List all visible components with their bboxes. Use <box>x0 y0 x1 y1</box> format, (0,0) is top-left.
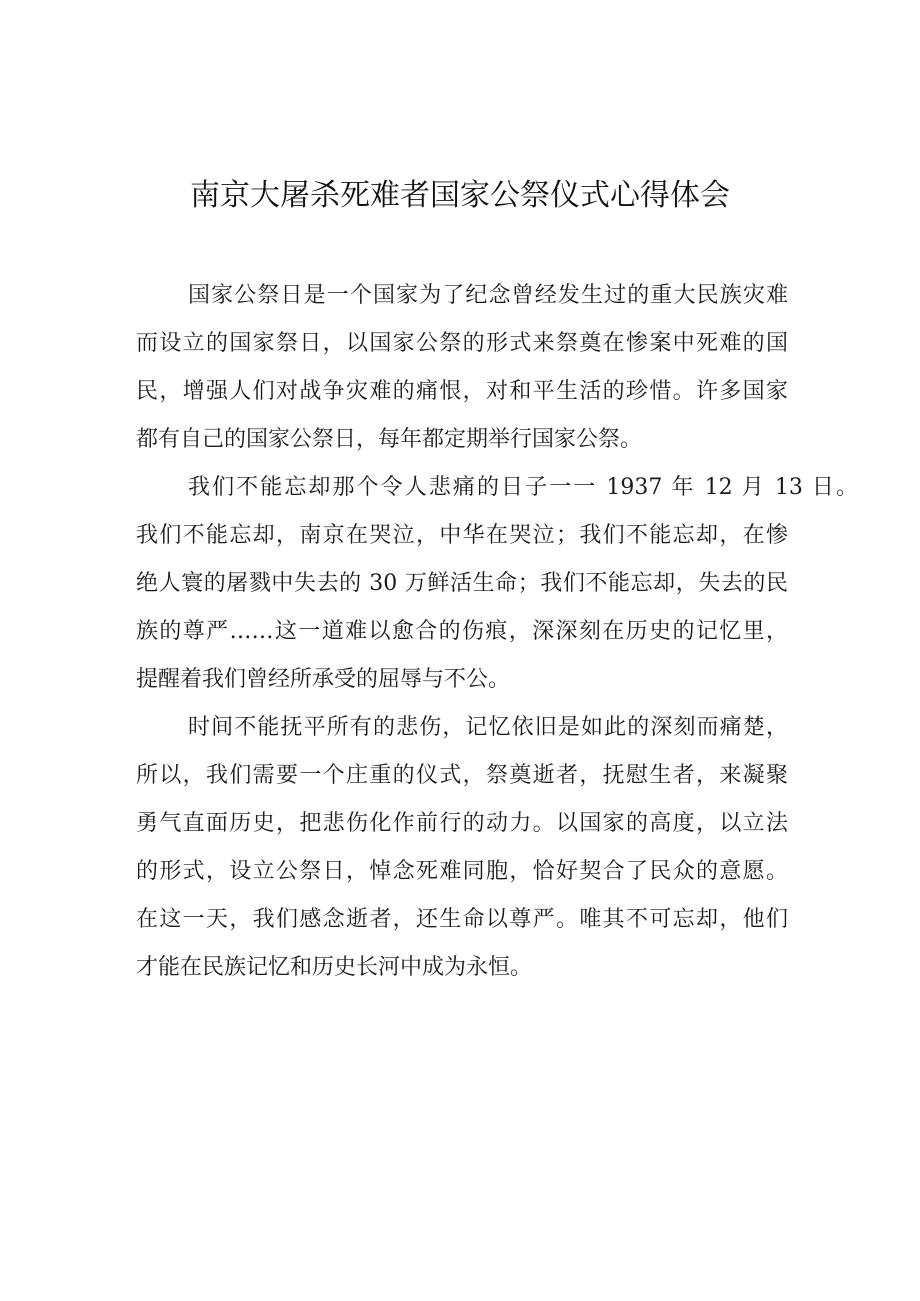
paragraph-3-line-4: 的形式，设立公祭日，悼念死难同胞，恰好契合了民众的意愿。 <box>136 859 788 884</box>
paragraph-1-line-1: 国家公祭日是一个国家为了纪念曾经发生过的重大民族灾难 <box>188 283 788 308</box>
paragraph-3-line-6: 才能在民族记忆和历史长河中成为永恒。 <box>136 955 533 980</box>
paragraph-3-line-2: 所以，我们需要一个庄重的仪式，祭奠逝者，抚慰生者，来凝聚 <box>136 763 788 788</box>
paragraph-1-line-2: 而设立的国家祭日，以国家公祭的形式来祭奠在惨案中死难的国 <box>136 331 788 356</box>
document-body <box>136 272 858 992</box>
paragraph-3-line-3: 勇气直面历史，把悲伤化作前行的动力。以国家的高度，以立法 <box>136 811 788 836</box>
paragraph-3 <box>136 704 788 992</box>
paragraph-1-line-4: 都有自己的国家公祭日，每年都定期举行国家公祭。 <box>136 427 643 452</box>
paragraph-2-line-5: 提醒着我们曾经所承受的屈辱与不公。 <box>136 667 511 692</box>
paragraph-2-line-3: 绝人寰的屠戮中失去的 30 万鲜活生命；我们不能忘却，失去的民 <box>136 571 788 596</box>
paragraph-3-line-5: 在这一天，我们感念逝者，还生命以尊严。唯其不可忘却，他们 <box>136 907 788 932</box>
paragraph-2 <box>136 464 858 704</box>
paragraph-2-line-2: 我们不能忘却，南京在哭泣，中华在哭泣；我们不能忘却，在惨 <box>136 523 788 548</box>
paragraph-3-line-1: 时间不能抚平所有的悲伤，记忆依旧是如此的深刻而痛楚， <box>188 715 788 740</box>
document-title: 南京大屠杀死难者国家公祭仪式心得体会 <box>190 178 730 213</box>
paragraph-1 <box>136 272 788 464</box>
paragraph-2-line-1: 我们不能忘却那个令人悲痛的日子一一 1937 年 12 月 13 日。 <box>188 475 858 500</box>
paragraph-2-line-4: 族的尊严……这一道难以愈合的伤痕，深深刻在历史的记忆里， <box>136 619 788 644</box>
paragraph-1-line-3: 民，增强人们对战争灾难的痛恨，对和平生活的珍惜。许多国家 <box>136 379 788 404</box>
